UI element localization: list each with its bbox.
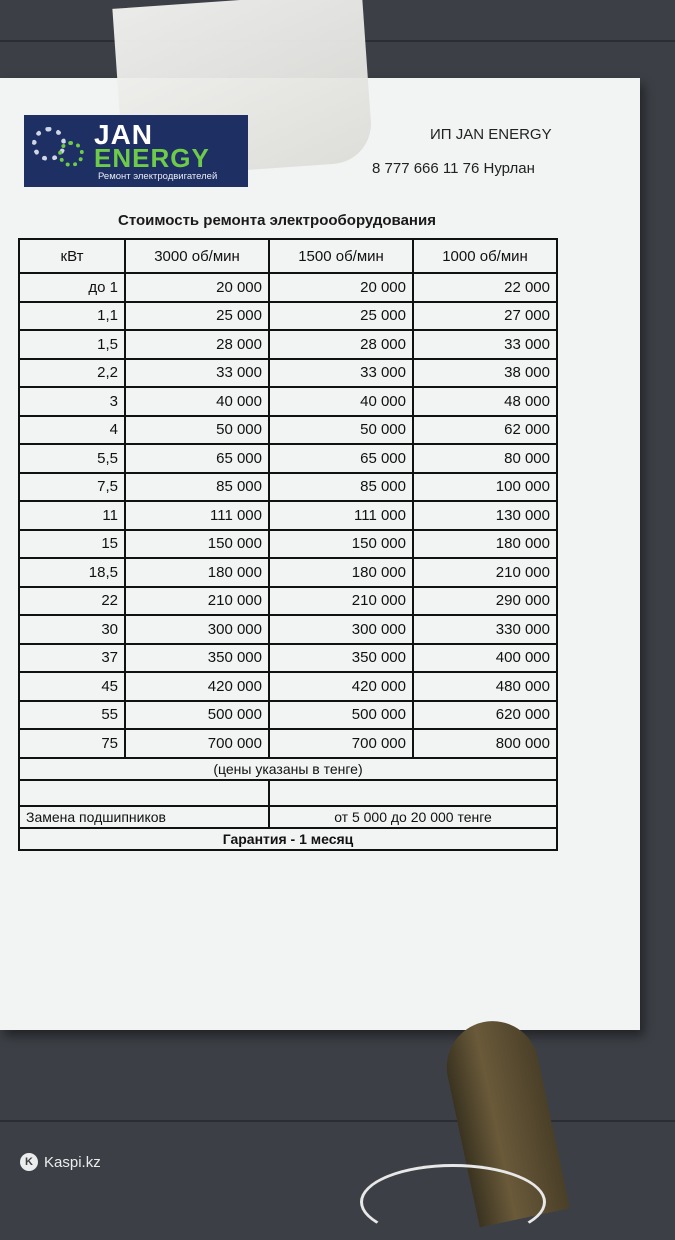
price-cell: 50 000: [269, 416, 413, 445]
logo-text-jan: JAN: [94, 119, 154, 150]
column-header: 3000 об/мин: [125, 239, 269, 273]
table-row: [19, 558, 557, 587]
power-cell: до 1: [19, 273, 125, 302]
price-cell: 28 000: [269, 330, 413, 359]
price-cell: 50 000: [125, 416, 269, 445]
power-cell: 2,2: [19, 359, 125, 388]
table-row: [19, 359, 557, 388]
price-cell: 20 000: [269, 273, 413, 302]
price-cell: 330 000: [413, 615, 557, 644]
power-cell: 1,5: [19, 330, 125, 359]
cabinet-seam: [0, 1120, 675, 1122]
bearing-price: от 5 000 до 20 000 тенге: [269, 806, 557, 828]
table-row: [19, 387, 557, 416]
price-cell: 400 000: [413, 644, 557, 673]
power-cell: 22: [19, 587, 125, 616]
table-row: [19, 587, 557, 616]
price-cell: 130 000: [413, 501, 557, 530]
price-cell: 800 000: [413, 729, 557, 758]
power-cell: 4: [19, 416, 125, 445]
price-cell: 80 000: [413, 444, 557, 473]
price-cell: 62 000: [413, 416, 557, 445]
price-cell: 500 000: [269, 701, 413, 730]
price-cell: 100 000: [413, 473, 557, 502]
bearing-label: Замена подшипников: [19, 806, 269, 828]
price-cell: 33 000: [269, 359, 413, 388]
price-cell: 300 000: [125, 615, 269, 644]
table-row: [19, 302, 557, 331]
power-cell: 11: [19, 501, 125, 530]
table-row: [19, 501, 557, 530]
price-cell: 620 000: [413, 701, 557, 730]
currency-note-row: [19, 758, 557, 780]
currency-note: (цены указаны в тенге): [19, 758, 557, 780]
table-row: [19, 330, 557, 359]
price-cell: 210 000: [413, 558, 557, 587]
power-cell: 15: [19, 530, 125, 559]
price-cell: 48 000: [413, 387, 557, 416]
price-cell: 33 000: [413, 330, 557, 359]
power-cell: 37: [19, 644, 125, 673]
power-cell: 3: [19, 387, 125, 416]
price-cell: 65 000: [125, 444, 269, 473]
power-cell: 30: [19, 615, 125, 644]
table-row: [19, 701, 557, 730]
table-row: [19, 615, 557, 644]
gear-icon: [58, 141, 84, 167]
table-row: [19, 273, 557, 302]
warranty-note: Гарантия - 1 месяц: [19, 828, 557, 850]
company-name: ИП JAN ENERGY: [430, 126, 552, 143]
power-cell: 45: [19, 672, 125, 701]
price-cell: 111 000: [269, 501, 413, 530]
price-cell: 40 000: [269, 387, 413, 416]
price-table: [18, 238, 558, 851]
price-cell: 25 000: [269, 302, 413, 331]
blank-cell: [19, 780, 269, 806]
price-cell: 350 000: [125, 644, 269, 673]
logo-text-energy: ENERGY: [94, 143, 210, 173]
bearing-row: [19, 806, 557, 828]
price-cell: 85 000: [125, 473, 269, 502]
price-cell: 111 000: [125, 501, 269, 530]
column-header: 1500 об/мин: [269, 239, 413, 273]
price-cell: 480 000: [413, 672, 557, 701]
power-cell: 55: [19, 701, 125, 730]
price-cell: 38 000: [413, 359, 557, 388]
price-cell: 290 000: [413, 587, 557, 616]
price-cell: 150 000: [125, 530, 269, 559]
power-cell: 7,5: [19, 473, 125, 502]
blank-cell: [269, 780, 557, 806]
company-logo: [24, 115, 248, 187]
price-cell: 20 000: [125, 273, 269, 302]
watermark: [20, 1153, 101, 1171]
kaspi-logo-icon: K: [20, 1153, 38, 1171]
cable: [360, 1164, 546, 1240]
price-cell: 180 000: [269, 558, 413, 587]
column-header: кВт: [19, 239, 125, 273]
price-cell: 420 000: [125, 672, 269, 701]
price-cell: 300 000: [269, 615, 413, 644]
table-row: [19, 530, 557, 559]
table-header-row: [19, 239, 557, 273]
price-cell: 700 000: [269, 729, 413, 758]
price-cell: 500 000: [125, 701, 269, 730]
watermark-text: Kaspi.kz: [44, 1153, 101, 1171]
price-cell: 210 000: [269, 587, 413, 616]
table-row: [19, 729, 557, 758]
page-title: Стоимость ремонта электрооборудования: [118, 212, 436, 229]
table-row: [19, 473, 557, 502]
price-cell: 28 000: [125, 330, 269, 359]
table-row: [19, 416, 557, 445]
power-cell: 1,1: [19, 302, 125, 331]
price-cell: 180 000: [125, 558, 269, 587]
table-row: [19, 644, 557, 673]
price-cell: 420 000: [269, 672, 413, 701]
price-cell: 210 000: [125, 587, 269, 616]
blank-row: [19, 780, 557, 806]
price-table-body: [19, 273, 557, 758]
price-cell: 85 000: [269, 473, 413, 502]
price-cell: 65 000: [269, 444, 413, 473]
warranty-row: [19, 828, 557, 850]
price-cell: 22 000: [413, 273, 557, 302]
column-header: 1000 об/мин: [413, 239, 557, 273]
price-cell: 700 000: [125, 729, 269, 758]
price-cell: 25 000: [125, 302, 269, 331]
power-cell: 5,5: [19, 444, 125, 473]
price-cell: 40 000: [125, 387, 269, 416]
price-cell: 150 000: [269, 530, 413, 559]
contact-phone: 8 777 666 11 76 Нурлан: [372, 160, 535, 177]
price-cell: 180 000: [413, 530, 557, 559]
logo-subtitle: Ремонт электродвигателей: [98, 171, 218, 182]
price-cell: 27 000: [413, 302, 557, 331]
price-cell: 33 000: [125, 359, 269, 388]
power-cell: 75: [19, 729, 125, 758]
price-cell: 350 000: [269, 644, 413, 673]
table-row: [19, 672, 557, 701]
table-row: [19, 444, 557, 473]
power-cell: 18,5: [19, 558, 125, 587]
